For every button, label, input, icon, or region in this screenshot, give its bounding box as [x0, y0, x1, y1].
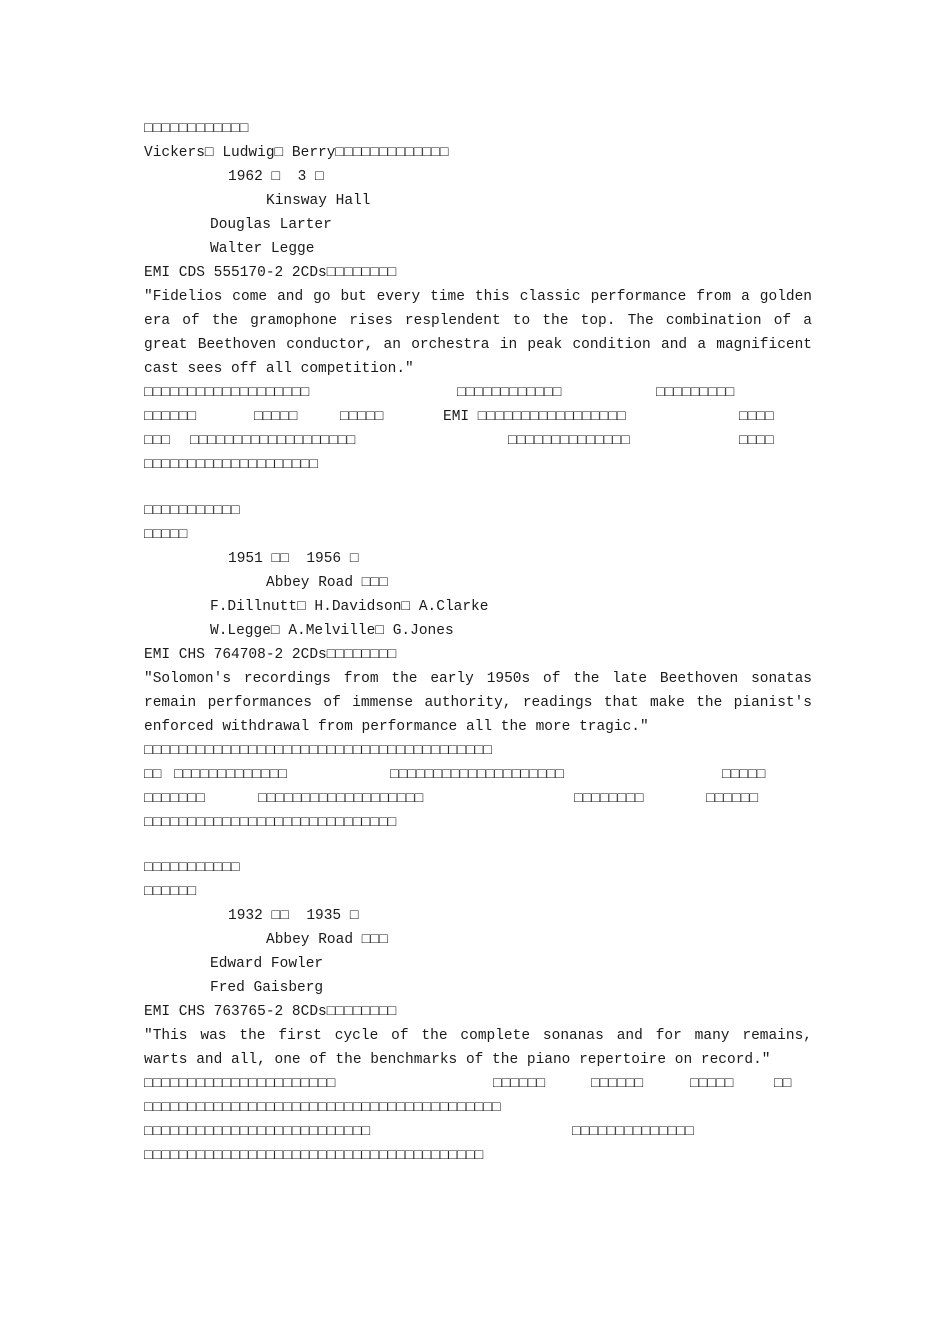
review-quote: "Fidelios come and go but every time this classic performance from a golden era of the gramophone rises resplendent to the top. The combination of a great Beethoven conductor, an orchestra in peak condition and a magnificent cast sees off all competition." [144, 289, 812, 377]
commentary-segment: □□□□□□ [493, 1076, 546, 1092]
commentary-segment: □□□□□□□□ [574, 791, 644, 807]
commentary-line [144, 453, 824, 477]
entry-subtitle: □□□□□□ [144, 884, 197, 900]
entry-subtitle: □□□□□ [144, 527, 188, 543]
commentary-line [144, 763, 824, 787]
review-quote: "This was the first cycle of the complete sonanas and for many remains, warts and all, one of the benchmarks of the piano repertoire on record." [144, 1028, 812, 1068]
entry-title: □□□□□□□□□□□ [144, 503, 240, 519]
engineer-row [144, 213, 824, 237]
recording-venue-row [144, 928, 824, 952]
recording-date-row [144, 547, 824, 571]
commentary-line [144, 429, 824, 453]
commentary-line [144, 1120, 824, 1144]
engineer-row [144, 595, 824, 619]
commentary-segment: □□□□□□□□□□□□□□□□□□□□□□□□□□□□□□□□□□□□□□□□ [144, 743, 493, 759]
record-entry-2 [144, 499, 824, 835]
commentary-segment: □□□□□ [690, 1076, 734, 1092]
recording-date-value: 1962 □ 3 □ [228, 169, 324, 185]
entry-title: □□□□□□□□□□□□ [144, 121, 249, 137]
commentary-segment: □□□□□□□□□□□□□□□□□□□□□□□□□□□□□ [144, 815, 397, 831]
commentary-segment: □□□□ [739, 433, 774, 449]
producer-value: W.Legge□ A.Melville□ G.Jones [210, 623, 454, 639]
commentary-segment: EMI □□□□□□□□□□□□□□□□□ [443, 409, 626, 425]
catalog-number: EMI CHS 764708-2 2CDs□□□□□□□□ [144, 647, 397, 663]
commentary-segment: □□□ [144, 433, 171, 449]
commentary-segment: □□□□□□□□□ [656, 385, 735, 401]
commentary-line [144, 811, 824, 835]
recording-venue-value: Abbey Road □□□ [266, 932, 388, 948]
commentary-segment: □□□□□□□□□□□□□□□□□□□□□□□□□□ [144, 1124, 371, 1140]
engineer-row [144, 952, 824, 976]
commentary-segment: □□□□□□□□□□□□□□□□□□□ [258, 791, 424, 807]
commentary-line [144, 787, 824, 811]
recording-venue-row [144, 189, 824, 213]
commentary-segment: □□□□□□□□□□□□□□ [572, 1124, 694, 1140]
producer-row [144, 237, 824, 261]
recording-venue-value: Kinsway Hall [266, 193, 371, 209]
entry-title: □□□□□□□□□□□ [144, 860, 240, 876]
catalog-number: EMI CDS 555170-2 2CDs□□□□□□□□ [144, 265, 397, 281]
commentary-line [144, 1072, 824, 1096]
commentary-line [144, 405, 824, 429]
recording-venue-value: Abbey Road □□□ [266, 575, 388, 591]
entry-subtitle: Vickers□ Ludwig□ Berry□□□□□□□□□□□□□ [144, 145, 449, 161]
engineer-value: Edward Fowler [210, 956, 324, 972]
commentary-segment: □□□□□□□□□□□□□□□□□□□ [190, 433, 356, 449]
commentary-segment: □□□□□□ [706, 791, 759, 807]
producer-row [144, 619, 824, 643]
commentary-line [144, 1096, 824, 1120]
producer-value: Walter Legge [210, 241, 315, 257]
commentary-segment: □□ [144, 767, 162, 783]
recording-date-row [144, 165, 824, 189]
commentary-segment: □□ [774, 1076, 792, 1092]
commentary-segment: □□□□□□ [591, 1076, 644, 1092]
commentary-line [144, 739, 824, 763]
commentary-segment: □□□□□□□□□□□□ [457, 385, 562, 401]
producer-row [144, 976, 824, 1000]
recording-date-value: 1951 □□ 1956 □ [228, 551, 359, 567]
producer-value: Fred Gaisberg [210, 980, 324, 996]
commentary-line [144, 1144, 824, 1168]
commentary-segment: □□□□□□□□□□□□□□□□□□□□□□□□□□□□□□□□□□□□□□□□□ [144, 1100, 501, 1116]
commentary-segment: □□□□□ [254, 409, 298, 425]
record-entry-1 [144, 117, 824, 477]
commentary-segment: □□□□ [739, 409, 774, 425]
commentary-segment: □□□□□□□□□□□□□□ [508, 433, 630, 449]
commentary-segment: □□□□□□ [144, 409, 197, 425]
engineer-value: F.Dillnutt□ H.Davidson□ A.Clarke [210, 599, 489, 615]
commentary-segment: □□□□□ [722, 767, 766, 783]
commentary-segment: □□□□□□□□□□□□□ [174, 767, 288, 783]
recording-date-row [144, 904, 824, 928]
commentary-segment: □□□□□□□□□□□□□□□□□□□□ [144, 457, 319, 473]
record-entry-3 [144, 856, 824, 1168]
recording-venue-row [144, 571, 824, 595]
recording-date-value: 1932 □□ 1935 □ [228, 908, 359, 924]
commentary-segment: □□□□□□□□□□□□□□□□□□□□□□□□□□□□□□□□□□□□□□□ [144, 1148, 484, 1164]
engineer-value: Douglas Larter [210, 217, 332, 233]
commentary-segment: □□□□□□□□□□□□□□□□□□□ [144, 385, 310, 401]
commentary-segment: □□□□□□□□□□□□□□□□□□□□□□ [144, 1076, 336, 1092]
commentary-segment: □□□□□□□ [144, 791, 205, 807]
commentary-segment: □□□□□□□□□□□□□□□□□□□□ [390, 767, 565, 783]
commentary-line [144, 381, 824, 405]
commentary-segment: □□□□□ [340, 409, 384, 425]
catalog-number: EMI CHS 763765-2 8CDs□□□□□□□□ [144, 1004, 397, 1020]
review-quote: "Solomon's recordings from the early 1950s of the late Beethoven sonatas remain performances of immense authority, readings that make the pianist's enforced withdrawal from performance all the more tragic." [144, 671, 812, 735]
